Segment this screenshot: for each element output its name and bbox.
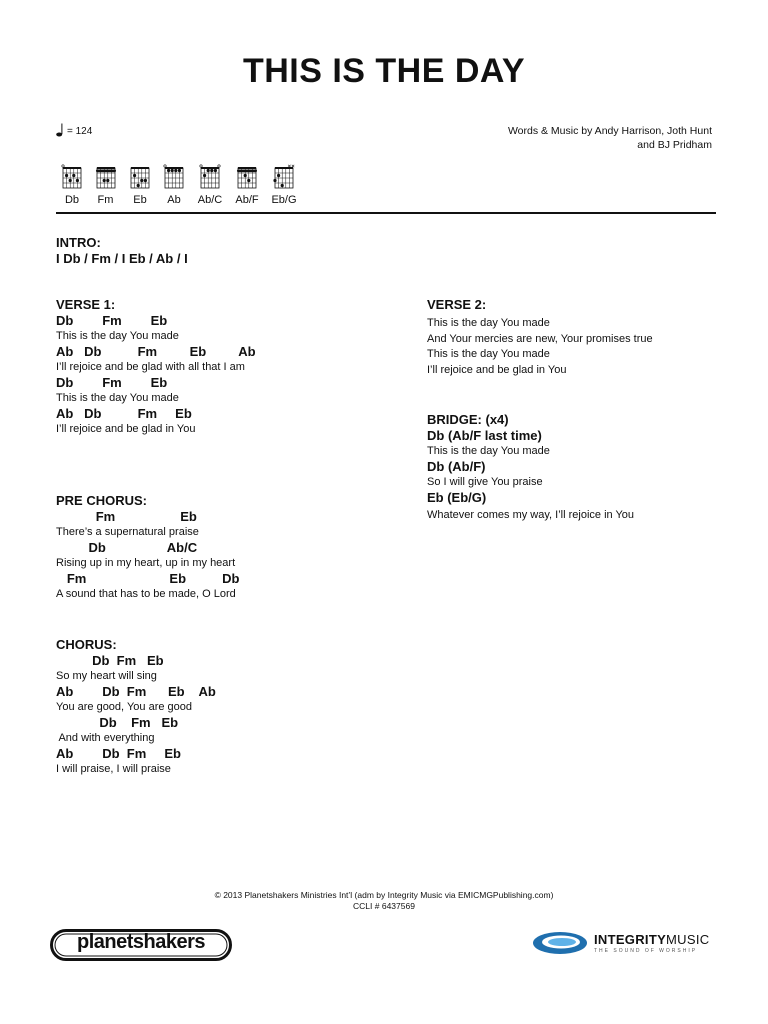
lyric-line: This is the day You made bbox=[427, 445, 550, 457]
section-heading: CHORUS: bbox=[56, 637, 117, 652]
chord-line: Db Fm Eb bbox=[56, 653, 164, 668]
chorus-section bbox=[56, 637, 376, 777]
chord-name: Ab/C bbox=[197, 194, 223, 206]
integrity-music-logo bbox=[532, 930, 709, 956]
lyric-line: I’ll rejoice and be glad with all that I am bbox=[56, 361, 245, 373]
integrity-wordmark: INTEGRITY bbox=[594, 932, 667, 947]
lyric-line: I’ll rejoice and be glad in You bbox=[427, 363, 567, 376]
header-divider bbox=[56, 212, 716, 214]
chord-line: Ab Db Fm Eb Ab bbox=[56, 344, 256, 359]
guitar-chord-diagram-icon bbox=[162, 164, 186, 190]
chord-diagram bbox=[229, 164, 265, 206]
planetshakers-logo bbox=[50, 929, 232, 966]
chord-diagram bbox=[191, 164, 229, 206]
chord-line: Eb (Eb/G) bbox=[427, 490, 487, 505]
section-heading: VERSE 2: bbox=[427, 297, 487, 312]
song-credits bbox=[508, 124, 712, 152]
section-heading: BRIDGE: (x4) bbox=[427, 412, 509, 427]
intro-section bbox=[56, 235, 376, 267]
chord-diagram-row bbox=[56, 164, 303, 206]
chord-name: Eb bbox=[133, 194, 147, 206]
credits-line-1: Words & Music by Andy Harrison, Joth Hunt bbox=[507, 125, 712, 137]
guitar-chord-diagram-icon bbox=[128, 164, 152, 190]
chord-line: Fm Eb bbox=[56, 509, 197, 524]
verse-2-section bbox=[427, 297, 727, 378]
chord-line: Fm Eb Db bbox=[56, 571, 240, 586]
lyric-line: You are good, You are good bbox=[56, 701, 193, 713]
chord-line: Ab Db Fm Eb bbox=[56, 406, 192, 421]
bridge-section bbox=[427, 412, 727, 523]
chord-line: Db Fm Eb bbox=[56, 313, 168, 328]
chord-line: Db Fm Eb bbox=[56, 375, 168, 390]
section-heading: INTRO: bbox=[56, 235, 101, 250]
chord-diagram bbox=[157, 164, 191, 206]
music-wordmark: MUSIC bbox=[666, 932, 710, 947]
copyright-text: © 2013 Planetshakers Ministries Int’l (adm by Integrity Music via EMICMGPublishing.com) bbox=[214, 890, 554, 900]
chord-line: Ab Db Fm Eb Ab bbox=[56, 684, 216, 699]
chord-diagram bbox=[56, 164, 88, 206]
lyric-line: There’s a supernatural praise bbox=[56, 526, 199, 538]
chord-line: Db (Ab/F) bbox=[427, 459, 486, 474]
chord-diagram bbox=[265, 164, 303, 206]
chord-name: Db bbox=[64, 194, 80, 206]
integrity-swoosh-icon bbox=[532, 930, 588, 956]
chord-line: Db Fm Eb bbox=[56, 715, 179, 730]
lyric-line: I’ll rejoice and be glad in You bbox=[56, 423, 196, 435]
lyric-line: A sound that has to be made, O Lord bbox=[56, 588, 236, 600]
copyright-footer bbox=[0, 890, 768, 912]
pre-chorus-section bbox=[56, 493, 376, 602]
guitar-chord-diagram-icon bbox=[94, 164, 118, 190]
chord-line: Ab Db Fm Eb bbox=[56, 746, 181, 761]
section-heading: PRE CHORUS: bbox=[56, 493, 148, 508]
guitar-chord-diagram-icon bbox=[60, 164, 84, 190]
guitar-chord-diagram-icon bbox=[235, 164, 259, 190]
integrity-tagline: THE SOUND OF WORSHIP bbox=[594, 948, 698, 954]
tempo-value: = 124 bbox=[67, 126, 93, 137]
chord-line: Db (Ab/F last time) bbox=[427, 428, 542, 443]
chord-line: I Db / Fm / I Eb / Ab / I bbox=[56, 251, 188, 266]
tempo-marking bbox=[56, 123, 92, 137]
song-title: THIS IS THE DAY bbox=[242, 52, 526, 90]
chord-name: Ab/F bbox=[235, 194, 259, 206]
lyric-line: This is the day You made bbox=[427, 348, 550, 360]
chord-line: Db Ab/C bbox=[56, 540, 198, 555]
lyric-line: And Your mercies are new, Your promises true bbox=[427, 332, 653, 345]
ccli-number: CCLI # 6437569 bbox=[353, 901, 415, 911]
lyric-line: This is the day You made bbox=[56, 330, 179, 342]
planetshakers-wordmark: planetshakers bbox=[76, 931, 205, 953]
guitar-chord-diagram-icon bbox=[272, 164, 296, 190]
section-heading: VERSE 1: bbox=[56, 297, 116, 312]
lyric-line: Rising up in my heart, up in my heart bbox=[56, 557, 236, 569]
verse-1-section bbox=[56, 297, 376, 437]
guitar-chord-diagram-icon bbox=[198, 164, 222, 190]
lyric-line: And with everything bbox=[56, 732, 155, 744]
credits-line-2: and BJ Pridham bbox=[637, 139, 712, 151]
chord-name: Ab bbox=[167, 194, 181, 206]
lyric-line: So my heart will sing bbox=[56, 670, 157, 682]
chord-name: Eb/G bbox=[271, 194, 297, 206]
lyric-line: I will praise, I will praise bbox=[56, 763, 171, 775]
chord-name: Fm bbox=[97, 194, 114, 206]
lyric-line: This is the day You made bbox=[56, 392, 179, 404]
quarter-note-icon bbox=[56, 123, 64, 137]
chord-diagram bbox=[88, 164, 123, 206]
lyric-line: So I will give You praise bbox=[427, 476, 543, 488]
lyric-line: Whatever comes my way, I’ll rejoice in You bbox=[427, 509, 635, 521]
chord-diagram bbox=[123, 164, 157, 206]
lyric-line: This is the day You made bbox=[427, 317, 550, 329]
